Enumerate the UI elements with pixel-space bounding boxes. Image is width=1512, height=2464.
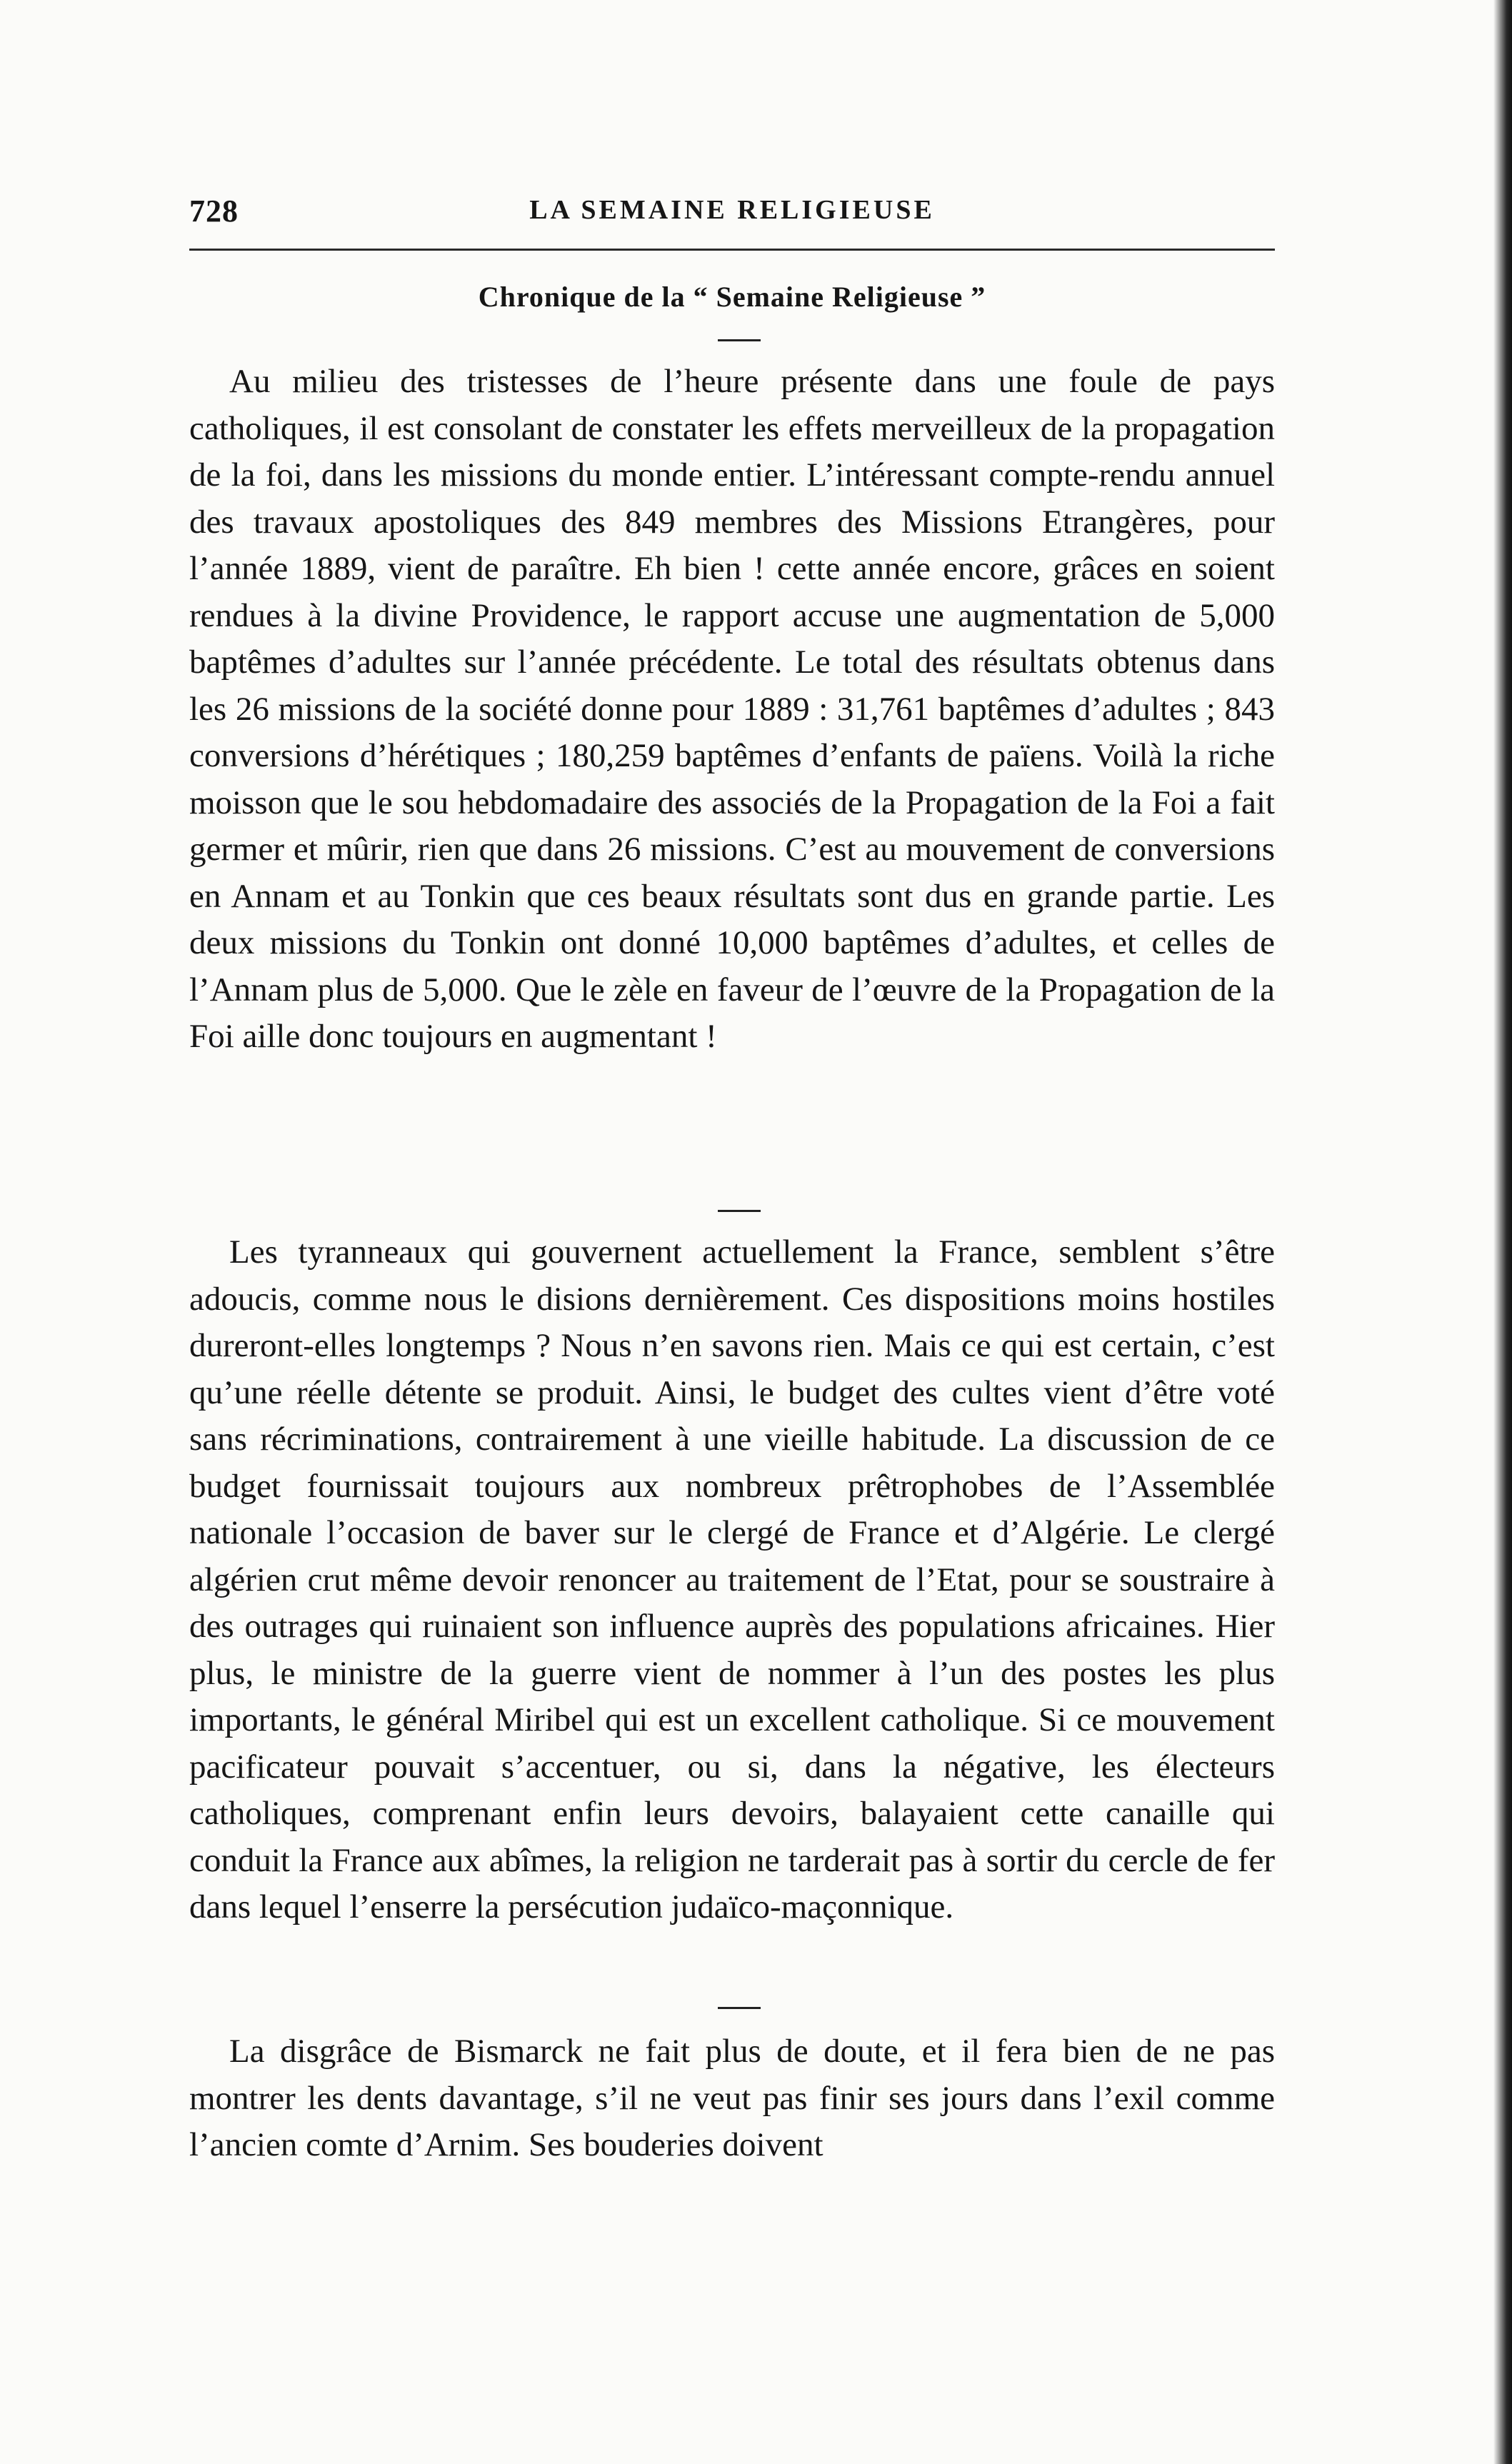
paragraph-bismarck: La disgrâce de Bismarck ne fait plus de doute, et il fera bien de ne pas montrer les dents davantage, s’il ne veut pas finir ses jours dans l’exil comme l’ancien comte d’Arnim. Ses bouderies doivent [189,2033,1275,2163]
page-number: 728 [189,194,239,229]
running-title: LA SEMAINE RELIGIEUSE [529,195,935,225]
paragraph-budget-des-cultes: Les tyranneaux qui gouvernent actuellement la France, semblent s’être adoucis, comme nous le disions dernièrement. Ces dispositions moins hostiles dureront-elles longtemps ? Nous n’en savons rien. Mais ce qui est certain, c’est qu’une réelle détente se produit. Ainsi, le budget des cultes vient d’être voté sans récriminations, contrairement à une vieille habitude. La discussion de ce budget fournissait toujours aux nombreux prêtrophobes de l’Assemblée nationale l’occasion de baver sur le clergé de France et d’Algérie. Le clergé algérien crut même devoir renoncer au traitement de l’Etat, pour se soustraire à des outrages qui ruinaient son influence auprès des populations africaines. Hier plus, le ministre de la guerre vient de nommer à l’un des postes les plus importants, le général Miribel qui est un excellent catholique. Si ce mouvement pacificateur pouvait s’accentuer, ou si, dans la négative, les électeurs catholiques, comprenant enfin leurs devoirs, balayaient cette canaille qui conduit la France aux abîmes, la religion ne tarderait pas à sortir du cercle de fer dans lequel l’enserre la persécution judaïco-maçonnique. [189,1233,1275,1925]
section-divider [718,1210,761,1212]
paragraph-missions: Au milieu des tristesses de l’heure présente dans une foule de pays catholiques, il est consolant de constater les effets merveilleux de la propagation de la foi, dans les missions du monde entier. L’intéressant compte-rendu annuel des travaux apostoliques des 849 membres des Missions Etrangères, pour l’année 1889, vient de paraître. Eh bien ! cette année encore, grâces en soient rendues à la divine Providence, le rapport accuse une augmentation de 5,000 baptêmes d’adultes sur l’année précédente. Le total des résultats obtenus dans les 26 missions de la société donne pour 1889 : 31,761 baptêmes d’adultes ; 843 conversions d’hérétiques ; 180,259 baptêmes d’enfants de païens. Voilà la riche moisson que le sou hebdomadaire des associés de la Propagation de la Foi a fait germer et mûrir, rien que dans 26 missions. C’est au mouvement de conversions en Annam et au Tonkin que ces beaux résultats sont dus en grande partie. Les deux missions du Tonkin ont donné 10,000 baptêmes d’adultes, et celles de l’Annam plus de 5,000. Que le zèle en faveur de l’œuvre de la Propagation de la Foi aille donc toujours en augmentant ! [189,363,1275,1055]
scan-edge-shadow [1493,0,1512,2464]
page-header [189,193,1275,236]
header-rule [189,249,1275,251]
section-title: Chronique de la “ Semaine Religieuse ” [478,281,986,313]
section-divider [718,339,761,341]
section-divider [718,2007,761,2009]
